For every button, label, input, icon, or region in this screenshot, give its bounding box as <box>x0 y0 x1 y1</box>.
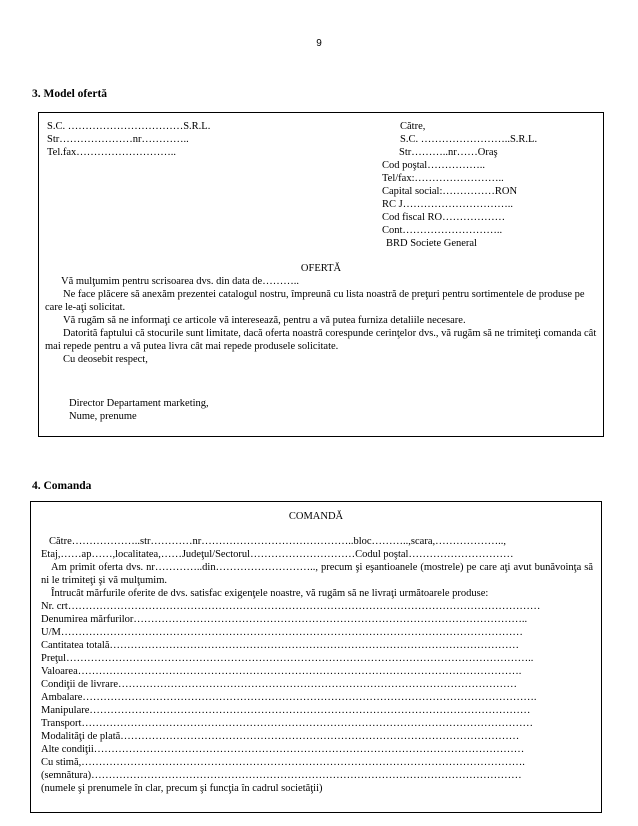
order-field: (numele şi prenumele în clar, precum şi funcţia în cadrul societăţii) <box>41 783 323 794</box>
recipient-line: Cod poştal…………….. <box>382 160 485 171</box>
order-field: U/M…………………………………………………………………………………………………………………… <box>41 627 523 638</box>
signature-line: Nume, prenume <box>69 411 137 422</box>
recipient-line: Tel/fax:…………………….. <box>382 173 504 184</box>
sender-line: Tel.fax……………………….. <box>47 147 177 158</box>
offer-paragraph: Datorită faptului că stocurile sunt limitate, dacă oferta noastră corespunde cerinţelor dvs., vă rugăm să ne trimiteţi comanda cât mai repede pentru a vă putea livra cât mai repede produsele solicitate. <box>45 328 597 352</box>
sender-line: Str…………………nr………….. <box>47 134 189 145</box>
order-field: Modalităţi de plată…………………………………………………………………………………………………… <box>41 731 520 742</box>
order-field: Cu stimă,………………………………………………………………………………………………………………. <box>41 757 525 768</box>
section-4-title: 4. Comanda <box>32 480 92 492</box>
recipient-line: BRD Societe General <box>386 238 477 249</box>
recipient-line: RC J………………………….. <box>382 199 513 210</box>
order-field: Manipulare……………………………………………………………………………………………………………… <box>41 705 531 716</box>
offer-model-box <box>38 112 604 437</box>
recipient-line: Str………..nr……Oraş <box>399 147 498 158</box>
order-address-line: Etaj,……ap……,localitatea,……Judeţul/Sectorul…………………………Codul poştal………………………… <box>41 549 514 560</box>
order-field: Preţul…………………………………………………………………………………………………………………….. <box>41 653 534 664</box>
offer-heading: OFERTĂ <box>300 263 342 274</box>
order-box <box>30 501 602 813</box>
order-field: Nr. crt……………………………………………………………………………………………………………………… <box>41 601 541 612</box>
order-field: Alte condiţii…………………………………………………………………………………………………………… <box>41 744 525 755</box>
order-address-line: Către………………..str…………nr……………………………………..bloc………..,scara,……………….., <box>49 536 507 547</box>
offer-closing: Cu deosebit respect, <box>63 354 148 365</box>
recipient-line: Capital social:……………RON <box>382 186 518 197</box>
page-number: 9 <box>316 38 322 49</box>
order-field: Condiţii de livrare…………………………………………………………………………………………………… <box>41 679 517 690</box>
order-intro-paragraph: Întrucât mărfurile oferite de dvs. satisfac exigenţele noastre, vă rugăm să ne livraţi următoarele produse: <box>51 588 489 599</box>
order-field: Transport………………………………………………………………………………………………………………… <box>41 718 533 729</box>
sender-line: S.C. ……………………………S.R.L. <box>47 121 211 132</box>
recipient-line: Către, <box>400 121 426 132</box>
offer-paragraph: Ne face plăcere să anexăm prezentei catalogul nostru, împreună cu lista noastră de preţuri pentru sortimentele de produse pe care le-aţi solicitat. <box>45 289 585 313</box>
order-field: Ambalare…………………………………………………………………………………………………………………. <box>41 692 537 703</box>
order-field: (semnătura)…………………………………………………………………………………………………………… <box>41 770 522 781</box>
order-intro-paragraph: Am primit oferta dvs. nr…………..din……………………….., precum şi eşantioanele (mostrele) pe care aţi avut bunăvoinţa să ni le trimiteţi şi vă mulţumim. <box>41 562 593 586</box>
recipient-line: Cont……………………….. <box>382 225 503 236</box>
offer-paragraph: Vă rugăm să ne informaţi ce articole vă interesează, pentru a vă putea furniza detaliile necesare. <box>63 315 466 326</box>
signature-line: Director Departament marketing, <box>69 398 209 409</box>
section-3-title: 3. Model ofertă <box>32 88 108 100</box>
order-field: Cantitatea totală……………………………………………………………………………………………………… <box>41 640 520 651</box>
recipient-line: S.C. ……………………..S.R.L. <box>400 134 538 145</box>
order-field: Valoarea………………………………………………………………………………………………………………. <box>41 666 522 677</box>
order-heading: COMANDĂ <box>288 511 344 522</box>
order-field: Denumirea mărfurilor………………………………………………………………………………………………….. <box>41 614 528 625</box>
offer-paragraph: Vă mulţumim pentru scrisoarea dvs. din data de……….. <box>61 276 299 287</box>
recipient-line: Cod fiscal RO……………… <box>382 212 506 223</box>
